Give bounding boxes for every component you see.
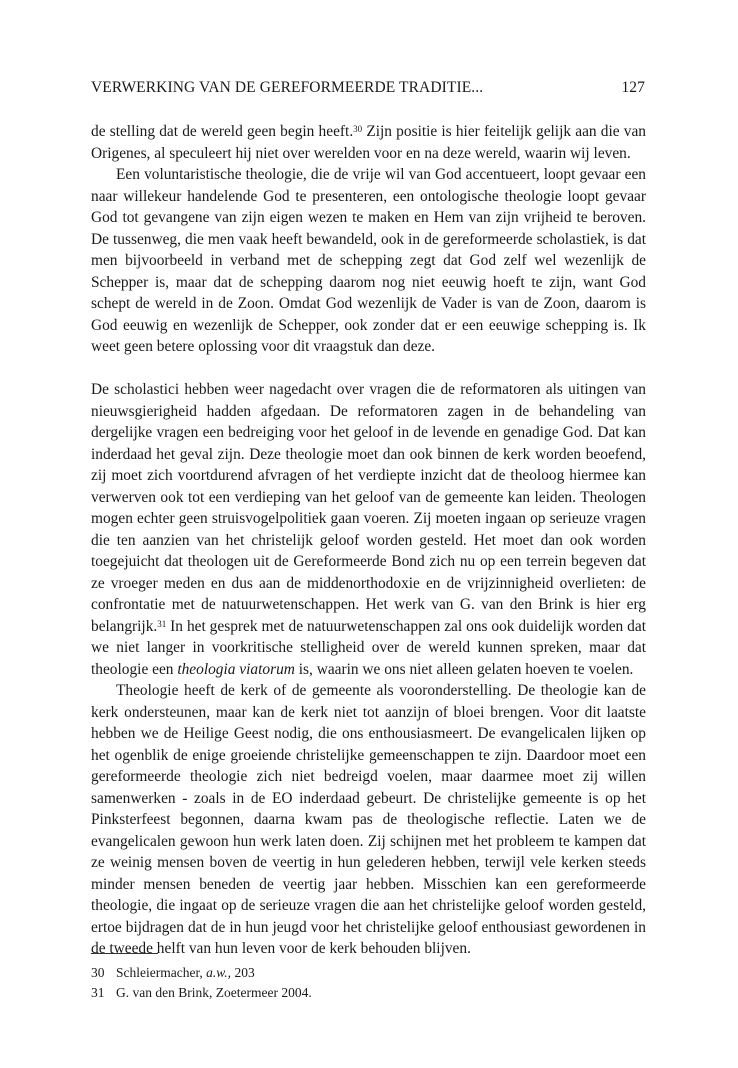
body-text [91, 121, 646, 960]
paragraph-3-text-b: In het gesprek met de natuurwetenschappen zal ons ook duidelijk worden dat we niet langer in voorkritische stelligheid over de wereld kunnen spreken, maar dat theologie een [91, 617, 646, 678]
paragraph-1-text-a: de stelling dat de wereld geen begin heeft. [91, 123, 354, 140]
paragraph-2: Een voluntaristische theologie, die de vrije wil van God accentueert, loopt gevaar een naar willekeur handelende God te presenteren, een ontologische theologie loopt gevaar God tot gevangene van zijn eigen wezen te maken en Hem van zijn vrijheid te beroven. De tussenweg, die men vaak heeft bewandeld, ook in de gereformeerde scholastiek, is dat men bijvoorbeeld in verband met de schepping zegt dat God zelf wel wezenlijk de Schepper is, maar dat de schepping daarom nog niet eeuwig hoeft te zijn, want God schept de wereld in de Zoon. Omdat God wezenlijk de Vader is van de Zoon, daarom is God eeuwig en wezenlijk de Schepper, ook zonder dat er een eeuwige schepping is. Ik weet geen betere oplossing voor dit vraagstuk dan deze. [91, 166, 646, 355]
footnote-ref-30[interactable]: 30 [353, 124, 363, 134]
paragraph-3-text-c: is, waarin we ons niet alleen gelaten hoeven te voelen. [294, 660, 634, 678]
paragraph-3 [91, 379, 646, 680]
paragraph-4: Theologie heeft de kerk of de gemeente als vooronderstelling. De theologie kan de kerk ondersteunen, maar kan de kerk niet tot aanzijn of bloei brengen. Voor dit laatste hebben we de Heilige Geest nodig, die ons enthousiasmeert. De evangelicalen lijken op het ogenblik de enige groeiende christelijke gemeenschappen te zijn. Daardoor moet een gereformeerde theologie zich niet bedreigd voelen, maar daarmee moet zij willen samenwerken - zoals in de EO inderdaad gebeurt. De christelijke gemeente is op het Pinksterfeest begonnen, daarna kwam pas de theologische reflectie. Laten we de evangelicalen gewoon hun werk laten doen. Zij schijnen met het probleem te kampen dat ze weinig mensen boven de veertig in hun gelederen hebben, terwijl vele kerken steeds minder mensen beneden de veertig jaar hebben. Misschien kan een gereformeerde theologie, die ingaat op de serieuze vragen die aan het christelijke geloof worden gesteld, ertoe bijdragen dat de in hun jeugd voor het christelijke geloof enthousiast gewordenen in de tweede helft van hun leven voor de kerk behouden blijven. [91, 682, 646, 957]
footnote-number: 31 [91, 984, 105, 1000]
footnote-30 [91, 963, 646, 983]
footnote-ref-31[interactable]: 31 [157, 618, 167, 629]
footnote-31 [91, 983, 646, 1003]
paragraph-3-italic-term: theologia viatorum [177, 660, 295, 678]
footnote-italic: a.w., [206, 965, 232, 980]
paragraph-3-text-a: De scholastici hebben weer nagedacht over vragen die de reformatoren als uitingen van nieuwsgierigheid hadden afgedaan. De reformatoren zagen in de behandeling van dergelijke vragen een bedreiging voor het geloof in de levende en genadige God. Dat kan inderdaad het geval zijn. Deze theologie moet dan ook binnen de kerk worden beoefend, zij moet zich voortdurend afvragen of het verdiepte inzicht dat de theoloog hiermee kan verwerven ook tot een verdieping van het geloof van de gemeente kan leiden. Theologen mogen echter geen struisvogelpolitiek gaan voeren. Zij moeten ingaan op serieuze vragen die ten aanzien van het christelijk geloof worden gesteld. Het moet dan ook worden toegejuicht dat theologen uit de Gereformeerde Bond zich nu op een terrein begeven dat ze vroeger meden en dus aan de middenorthodoxie en de vrijzinnigheid overlieten: de confrontatie met de natuurwetenschappen. Het werk van G. van den Brink is hier erg belangrijk. [91, 381, 646, 635]
running-head [91, 79, 645, 101]
footnote-number: 30 [91, 965, 105, 980]
footnote-separator [91, 953, 158, 954]
footnotes [91, 963, 646, 1002]
footnote-text-b: 203 [231, 965, 255, 980]
paragraph-1 [91, 121, 646, 164]
paragraph-1-text-b: Zijn positie is hier feitelijk gelijk aan die van Origenes, al speculeert hij niet over werelden voor en na deze wereld, waarin wij leven. [91, 123, 646, 162]
running-title: VERWERKING VAN DE GEREFORMEERDE TRADITIE... [91, 79, 484, 96]
footnote-text-a: G. van den Brink, Zoetermeer 2004. [116, 984, 312, 1000]
footnote-text-a: Schleiermacher, [116, 965, 207, 980]
page-number: 127 [621, 79, 645, 96]
